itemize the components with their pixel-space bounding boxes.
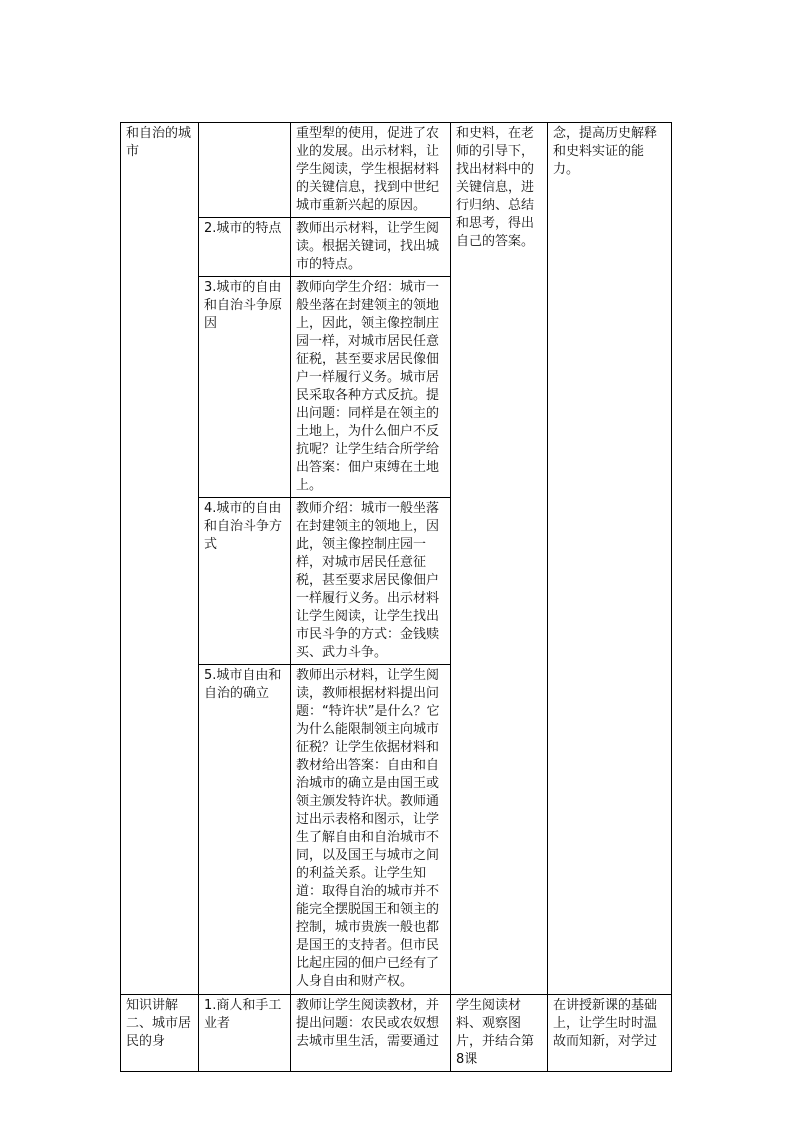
subtopic-cell: 4.城市的自由和自治斗争方式 [199,498,291,665]
teacher-activity-cell: 教师让学生阅读教材，并提出问题：农民或农奴想去城市里生活，需要通过 [291,995,451,1072]
design-intent-cell: 在讲授新课的基础上，让学生时时温故而知新，对学过 [548,995,672,1072]
student-activity-cell: 和史料，在老师的引导下，找出材料中的关键信息，进行归纳、总结和思考，得出自己的答案。 [451,123,548,995]
section-cell: 知识讲解二、城市居民的身 [121,995,199,1072]
subtopic-cell: 2.城市的特点 [199,218,291,277]
teacher-activity-cell: 教师介绍：城市一般坐落在封建领主的领地上，因此，领主像控制庄园一样，对城市居民任意征税，甚至要求居民像佃户一样履行义务。出示材料让学生阅读，让学生找出市民斗争的方式：金钱赎买、武力斗争。 [291,498,451,665]
design-intent-cell: 念，提高历史解释和史料实证的能力。 [548,123,672,995]
subtopic-cell: 1.商人和手工业者 [199,995,291,1072]
subtopic-cell [199,123,291,218]
lesson-plan-table [120,122,672,1072]
subtopic-cell: 3.城市的自由和自治斗争原因 [199,277,291,498]
teacher-activity-cell: 教师向学生介绍：城市一般坐落在封建领主的领地上，因此，领主像控制庄园一样，对城市居民任意征税，甚至要求居民像佃户一样履行义务。城市居民采取各种方式反抗。提出问题：同样是在领主的土地上，为什么佃户不反抗呢？让学生结合所学给出答案：佃户束缚在土地上。 [291,277,451,498]
section-cell: 和自治的城市 [121,123,199,995]
teacher-activity-cell: 教师出示材料，让学生阅读。根据关键词，找出城市的特点。 [291,218,451,277]
teacher-activity-cell: 重型犁的使用，促进了农业的发展。出示材料，让学生阅读，学生根据材料的关键信息，找到中世纪城市重新兴起的原因。 [291,123,451,218]
subtopic-cell: 5.城市自由和自治的确立 [199,665,291,995]
table-row [121,995,672,1072]
student-activity-cell: 学生阅读材料、观察图片，并结合第8课 [451,995,548,1072]
table-row [121,123,672,218]
teacher-activity-cell: 教师出示材料，让学生阅读，教师根据材料提出问题：“特许状”是什么？它为什么能限制领主向城市征税？让学生依据材料和教材给出答案：自由和自治城市的确立是由国王或领主颁发特许状。教师通过出示表格和图示，让学生了解自由和自治城市不同，以及国王与城市之间的利益关系。让学生知道：取得自治的城市并不能完全摆脱国王和领主的控制，城市贵族一般也都是国王的支持者。但市民比起庄园的佃户已经有了人身自由和财产权。 [291,665,451,995]
